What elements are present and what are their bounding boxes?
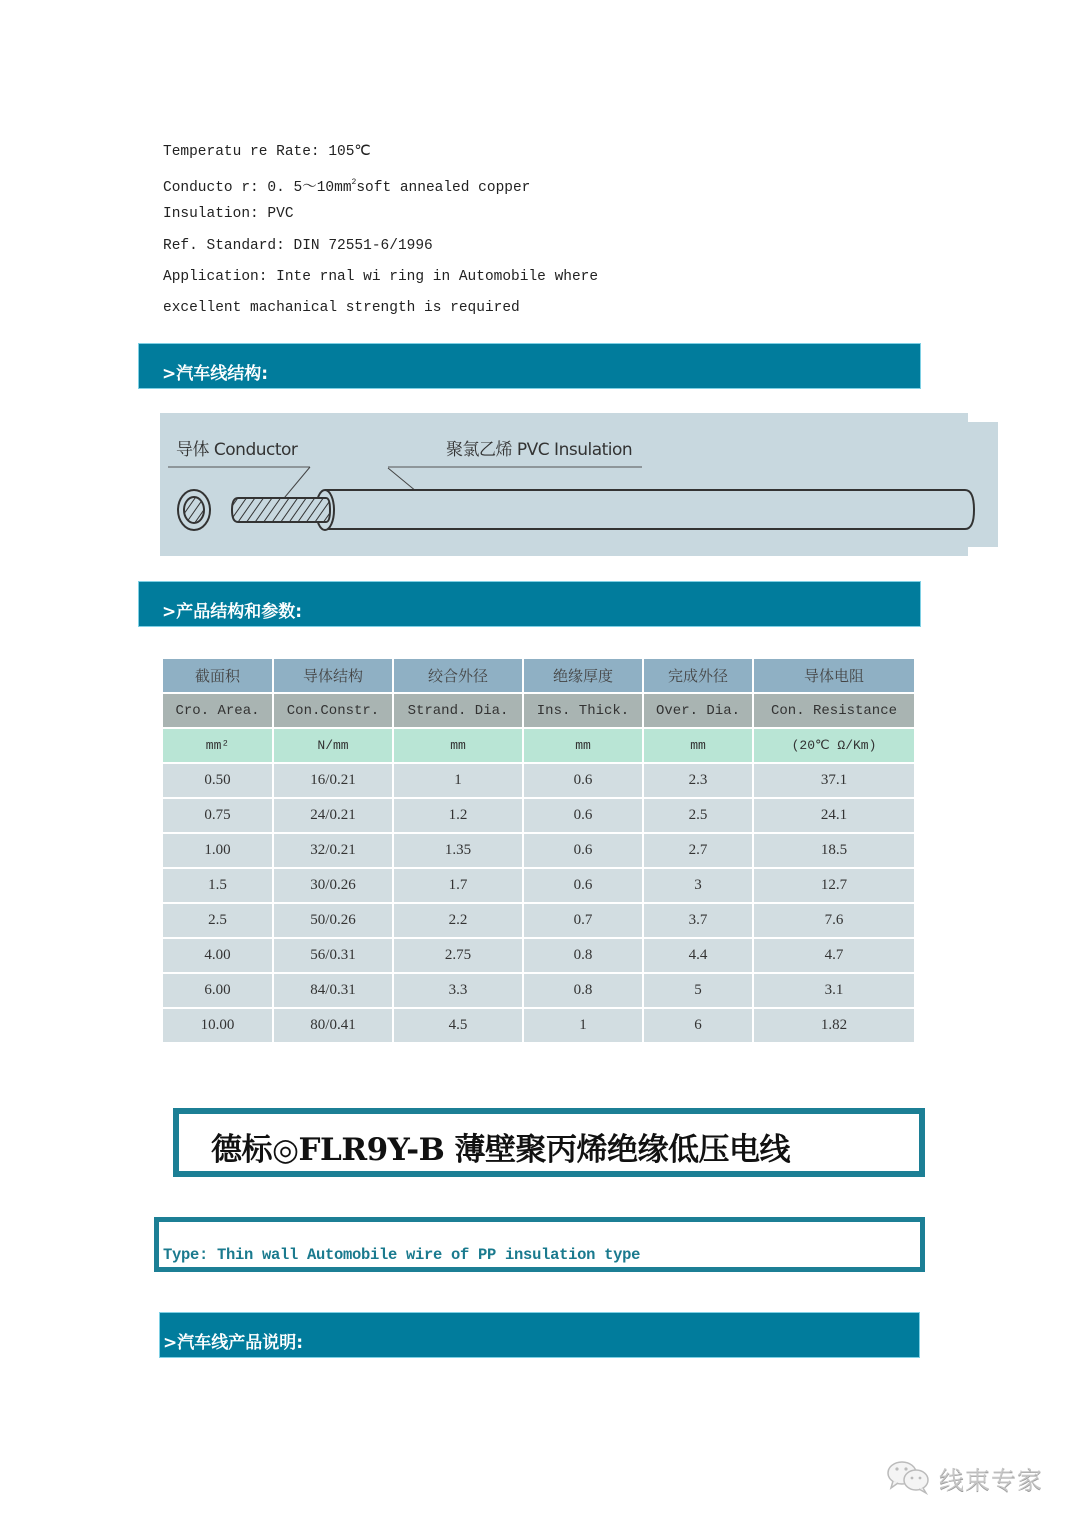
- section-header-parameters: >产品结构和参数:: [139, 582, 920, 626]
- watermark: [885, 1459, 1043, 1499]
- table-cell: 0.6: [524, 799, 642, 832]
- table-cell: 2.7: [644, 834, 752, 867]
- product-type: Type: Thin wall Automobile wire of PP insulation type: [163, 1246, 641, 1264]
- table-cell: 2.5: [644, 799, 752, 832]
- table-cell: 84/0.31: [274, 974, 392, 1007]
- table-cell: 4.7: [754, 939, 914, 972]
- table-header-cell: Ins. Thick.: [524, 694, 642, 727]
- table-cell: 1: [394, 764, 522, 797]
- table-header-cell: 截面积: [163, 659, 272, 692]
- table-cell: 7.6: [754, 904, 914, 937]
- table-cell: 2.2: [394, 904, 522, 937]
- table-row: [163, 1009, 914, 1042]
- table-header-cell: 导体结构: [274, 659, 392, 692]
- table-cell: 24.1: [754, 799, 914, 832]
- spec-application-1: Application: Inte rnal wi ring in Automobile where: [163, 268, 599, 285]
- insulation-label: 聚氯乙烯 PVC Insulation: [446, 440, 633, 460]
- table-cell: 56/0.31: [274, 939, 392, 972]
- table-cell: 0.8: [524, 974, 642, 1007]
- table-cell: 80/0.41: [274, 1009, 392, 1042]
- section-header-structure: >汽车线结构:: [139, 344, 920, 388]
- table-header-cell: 导体电阻: [754, 659, 914, 692]
- spec-insulation: Insulation: PVC: [163, 206, 294, 223]
- table-cell: 1: [524, 1009, 642, 1042]
- table-cell: 0.6: [524, 764, 642, 797]
- product-type-box: [154, 1217, 925, 1272]
- table-header-cell: Cro. Area.: [163, 694, 272, 727]
- table-cell: 32/0.21: [274, 834, 392, 867]
- table-header-cell: Over. Dia.: [644, 694, 752, 727]
- table-cell: 0.6: [524, 869, 642, 902]
- table-header-cn: [163, 659, 914, 692]
- table-cell: 1.82: [754, 1009, 914, 1042]
- table-row: [163, 974, 914, 1007]
- table-cell: 3.1: [754, 974, 914, 1007]
- table-row: [163, 799, 914, 832]
- table-unit-cell: N/mm: [274, 729, 392, 762]
- table-cell: 0.75: [163, 799, 272, 832]
- table-cell: 4.4: [644, 939, 752, 972]
- table-row: [163, 869, 914, 902]
- table-cell: 30/0.26: [274, 869, 392, 902]
- table-cell: 1.5: [163, 869, 272, 902]
- spec-application-2: excellent machanical strength is required: [163, 299, 520, 316]
- table-cell: 0.7: [524, 904, 642, 937]
- table-cell: 24/0.21: [274, 799, 392, 832]
- conductor-label: 导体 Conductor: [176, 440, 298, 460]
- table-unit-cell: (20℃ Ω/Km): [754, 729, 914, 762]
- table-cell: 50/0.26: [274, 904, 392, 937]
- table-cell: 3.3: [394, 974, 522, 1007]
- table-cell: 1.35: [394, 834, 522, 867]
- table-unit-cell: mm: [644, 729, 752, 762]
- table-cell: 4.00: [163, 939, 272, 972]
- table-cell: 5: [644, 974, 752, 1007]
- spec-standard: Ref. Standard: DIN 72551-6/1996: [163, 237, 433, 254]
- table-cell: 2.5: [163, 904, 272, 937]
- table-cell: 18.5: [754, 834, 914, 867]
- table-row: [163, 939, 914, 972]
- table-cell: 2.75: [394, 939, 522, 972]
- table-cell: 3.7: [644, 904, 752, 937]
- table-row: [163, 834, 914, 867]
- table-cell: 16/0.21: [274, 764, 392, 797]
- table-cell: 37.1: [754, 764, 914, 797]
- wire-structure-diagram: [160, 413, 998, 556]
- table-row: [163, 904, 914, 937]
- wechat-icon: [885, 1459, 933, 1499]
- table-cell: 0.50: [163, 764, 272, 797]
- table-cell: 2.3: [644, 764, 752, 797]
- table-cell: 12.7: [754, 869, 914, 902]
- table-cell: 3: [644, 869, 752, 902]
- parameters-table: [161, 657, 916, 1044]
- table-cell: 1.00: [163, 834, 272, 867]
- watermark-text: 线束专家: [939, 1466, 1044, 1495]
- spec-list: [163, 140, 598, 327]
- product-title-box: [173, 1108, 925, 1177]
- table-header-cell: 绝缘厚度: [524, 659, 642, 692]
- section-header-description: >汽车线产品说明:: [160, 1313, 919, 1357]
- table-cell: 10.00: [163, 1009, 272, 1042]
- table-header-cell: 完成外径: [644, 659, 752, 692]
- table-cell: 6.00: [163, 974, 272, 1007]
- spec-temperature: Temperatu re Rate: 105℃: [163, 144, 371, 160]
- table-cell: 0.8: [524, 939, 642, 972]
- table-cell: 4.5: [394, 1009, 522, 1042]
- table-header-cell: Con. Resistance: [754, 694, 914, 727]
- table-cell: 1.7: [394, 869, 522, 902]
- table-header-cell: Strand. Dia.: [394, 694, 522, 727]
- table-unit-cell: mm: [524, 729, 642, 762]
- table-unit-cell: mm²: [163, 729, 272, 762]
- table-units-row: [163, 729, 914, 762]
- table-row: [163, 764, 914, 797]
- table-header-cell: Con.Constr.: [274, 694, 392, 727]
- table-header-cell: 绞合外径: [394, 659, 522, 692]
- table-cell: 6: [644, 1009, 752, 1042]
- spec-conductor: Conducto r: 0. $5\sim 10mm^2soft$ annealed copper: [163, 178, 531, 197]
- table-header-en: [163, 694, 914, 727]
- product-title: 德标◎FLR9Y-B 薄壁聚丙烯绝缘低压电线: [211, 1132, 791, 1168]
- table-cell: 1.2: [394, 799, 522, 832]
- table-cell: 0.6: [524, 834, 642, 867]
- table-unit-cell: mm: [394, 729, 522, 762]
